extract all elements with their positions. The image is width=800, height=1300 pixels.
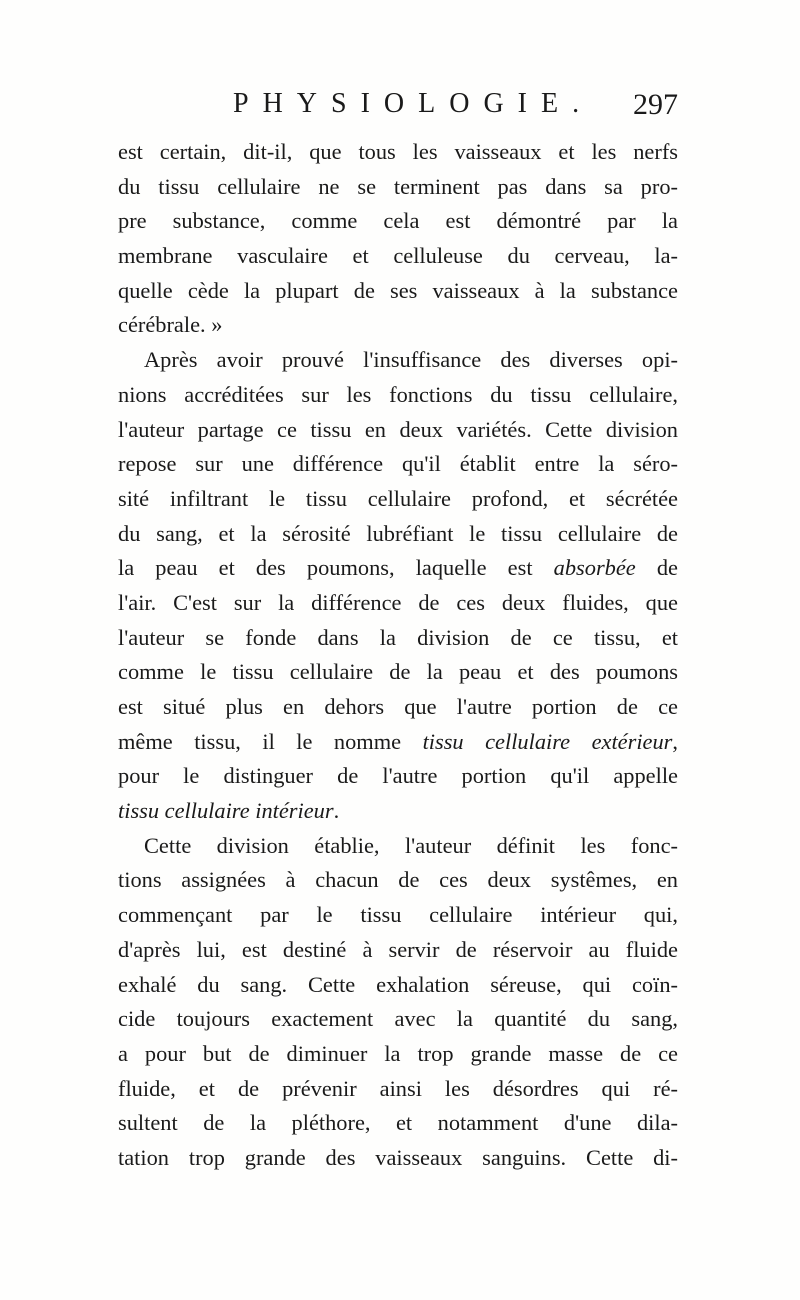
text-segment: même tissu, il le nomme [118, 728, 423, 754]
text-line: exhalé du sang. Cette exhalation séreuse, qui coïn- [118, 971, 678, 997]
text-line: fluide, et de prévenir ainsi les désordres qui ré- [118, 1075, 678, 1101]
text-line: tation trop grande des vaisseaux sanguins. Cette di- [118, 1144, 678, 1170]
italic-term: tissu cellulaire intérieur [118, 798, 334, 824]
text-line: l'air. C'est sur la différence de ces deux fluides, que [118, 589, 678, 615]
text-segment: . [333, 798, 340, 824]
text-line: cérébrale. » [118, 312, 223, 338]
text-line: tions assignées à chacun de ces deux systêmes, en [118, 867, 678, 893]
text-segment: la peau et des poumons, laquelle est [118, 555, 554, 581]
text-line [118, 551, 678, 586]
text-line: pre substance, comme cela est démontré par la [118, 208, 678, 234]
text-segment: , [672, 728, 678, 754]
italic-term: absorbée [553, 555, 636, 581]
text-line: d'après lui, est destiné à servir de réservoir au fluide [118, 936, 678, 962]
text-line: l'auteur partage ce tissu en deux variétés. Cette division [118, 416, 678, 442]
text-line [118, 794, 678, 829]
text-line: du sang, et la sérosité lubréfiant le tissu cellulaire de [118, 520, 678, 546]
text-line: repose sur une différence qu'il établit entre la séro- [118, 451, 678, 477]
text-line: l'auteur se fonde dans la division de ce tissu, et [118, 624, 678, 650]
page-header [118, 84, 678, 128]
text-line: cide toujours exactement avec la quantité du sang, [118, 1006, 678, 1032]
text-line [118, 725, 678, 760]
text-line: a pour but de diminuer la trop grande masse de ce [118, 1040, 678, 1066]
text-line: membrane vasculaire et celluleuse du cerveau, la- [118, 243, 678, 269]
page-number: 297 [633, 88, 678, 121]
text-line: du tissu cellulaire ne se terminent pas dans sa pro- [118, 173, 678, 199]
running-head: PHYSIOLOGIE. [233, 88, 594, 119]
text-line: Cette division établie, l'auteur définit les fonc- [144, 832, 678, 858]
text-line: comme le tissu cellulaire de la peau et des poumons [118, 659, 678, 685]
text-segment: de [635, 555, 678, 581]
text-line: est situé plus en dehors que l'autre portion de ce [118, 694, 678, 719]
text-line: nions accréditées sur les fonctions du tissu cellulaire, [118, 381, 678, 407]
body-text [118, 135, 678, 1176]
text-line: Après avoir prouvé l'insuffisance des diverses opi- [144, 347, 678, 373]
text-line: est certain, dit-il, que tous les vaisseaux et les nerfs [118, 139, 678, 164]
text-line: sultent de la pléthore, et notamment d'une dila- [118, 1110, 678, 1136]
text-line: sité infiltrant le tissu cellulaire profond, et sécrétée [118, 485, 678, 511]
text-line: commençant par le tissu cellulaire intérieur qui, [118, 902, 678, 928]
text-line: pour le distinguer de l'autre portion qu'il appelle [118, 763, 678, 789]
italic-term: tissu cellulaire extérieur [422, 728, 673, 754]
text-line: quelle cède la plupart de ses vaisseaux à la substance [118, 277, 678, 303]
